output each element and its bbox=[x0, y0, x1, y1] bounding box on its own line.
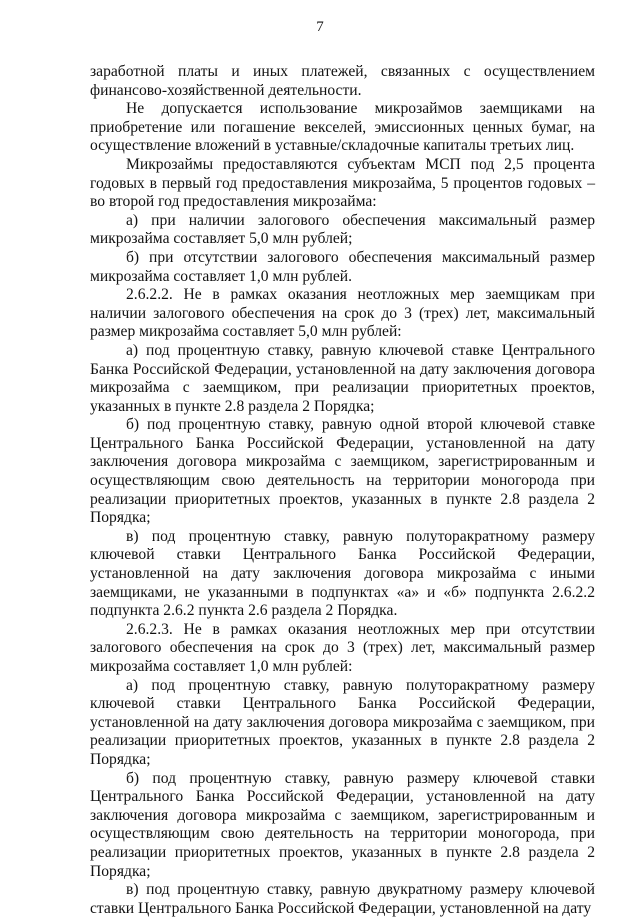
paragraph-2-6-2-3-a: а) под процентную ставку, равную полуторакратному размеру ключевой ставки Центрального Банка Российской Федерации, установленной на дату заключения договора микрозайма с заемщиком, при реализации приоритетных проектов, указанных в пункте 2.8 раздела 2 Порядка; bbox=[90, 676, 595, 768]
paragraph-section-2-6-2-3: 2.6.2.3. Не в рамках оказания неотложных мер при отсутствии залогового обеспечения на срок до 3 (трех) лет, максимальный размер микрозайма составляет 1,0 млн рублей: bbox=[90, 620, 595, 675]
paragraph-2-6-2-3-b: б) под процентную ставку, равную размеру ключевой ставки Центрального Банка Российской Федерации, установленной на дату заключения договора микрозайма с заемщиком, зарегистрированным и осуществляющим свою деятельность на территории моногорода, при реализации приоритетных проектов, указанных в пункте 2.8 раздела 2 Порядка; bbox=[90, 769, 595, 880]
paragraph-prohibition: Не допускается использование микрозаймов заемщиками на приобретение или погашение векселей, эмиссионных ценных бумаг, на осуществление вложений в уставные/складочные капиталы третьих лиц. bbox=[90, 100, 595, 155]
page-number: 7 bbox=[316, 19, 324, 35]
document-body bbox=[90, 63, 595, 918]
paragraph-section-2-6-2-2: 2.6.2.2. Не в рамках оказания неотложных мер заемщикам при наличии залогового обеспечения на срок до 3 (трех) лет, максимальный размер микрозайма составляет 5,0 млн рублей: bbox=[90, 286, 595, 341]
paragraph-continuation: заработной платы и иных платежей, связанных с осуществлением финансово-хозяйственной деятельности. bbox=[90, 63, 595, 99]
paragraph-2-6-2-2-b: б) под процентную ставку, равную одной второй ключевой ставке Центрального Банка Российской Федерации, установленной на дату заключения договора микрозайма с заемщиком, зарегистрированным и осуществляющим свою деятельность на территории моногорода при реализации приоритетных проектов, указанных в пункте 2.8 раздела 2 Порядка; bbox=[90, 416, 595, 527]
paragraph-2-6-2-2-c: в) под процентную ставку, равную полуторакратному размеру ключевой ставки Центрального Банка Российской Федерации, установленной на дату заключения договора микрозайма с иными заемщиками, не указанными в подпунктах «а» и «б» подпункта 2.6.2.2 подпункта 2.6.2 пункта 2.6 раздела 2 Порядка. bbox=[90, 527, 595, 620]
paragraph-2-6-2-3-c: в) под процентную ставку, равную двукратному размеру ключевой ставки Центрального Банка Российской Федерации, установленной на дату bbox=[90, 881, 595, 917]
paragraph-2-6-2-2-a: а) под процентную ставку, равную ключевой ставке Центрального Банка Российской Федерации, установленной на дату заключения договора микрозайма с заемщиком, при реализации приоритетных проектов, указанных в пункте 2.8 раздела 2 Порядка; bbox=[90, 341, 595, 415]
paragraph-item-b-no-collateral: б) при отсутствии залогового обеспечения максимальный размер микрозайма составляет 1,0 млн рублей. bbox=[90, 248, 595, 285]
paragraph-item-a-collateral: а) при наличии залогового обеспечения максимальный размер микрозайма составляет 5,0 млн рублей; bbox=[90, 211, 595, 248]
paragraph-interest-rates: Микрозаймы предоставляются субъектам МСП под 2,5 процента годовых в первый год предоставления микрозайма, 5 процентов годовых – во второй год предоставления микрозайма: bbox=[90, 155, 595, 211]
